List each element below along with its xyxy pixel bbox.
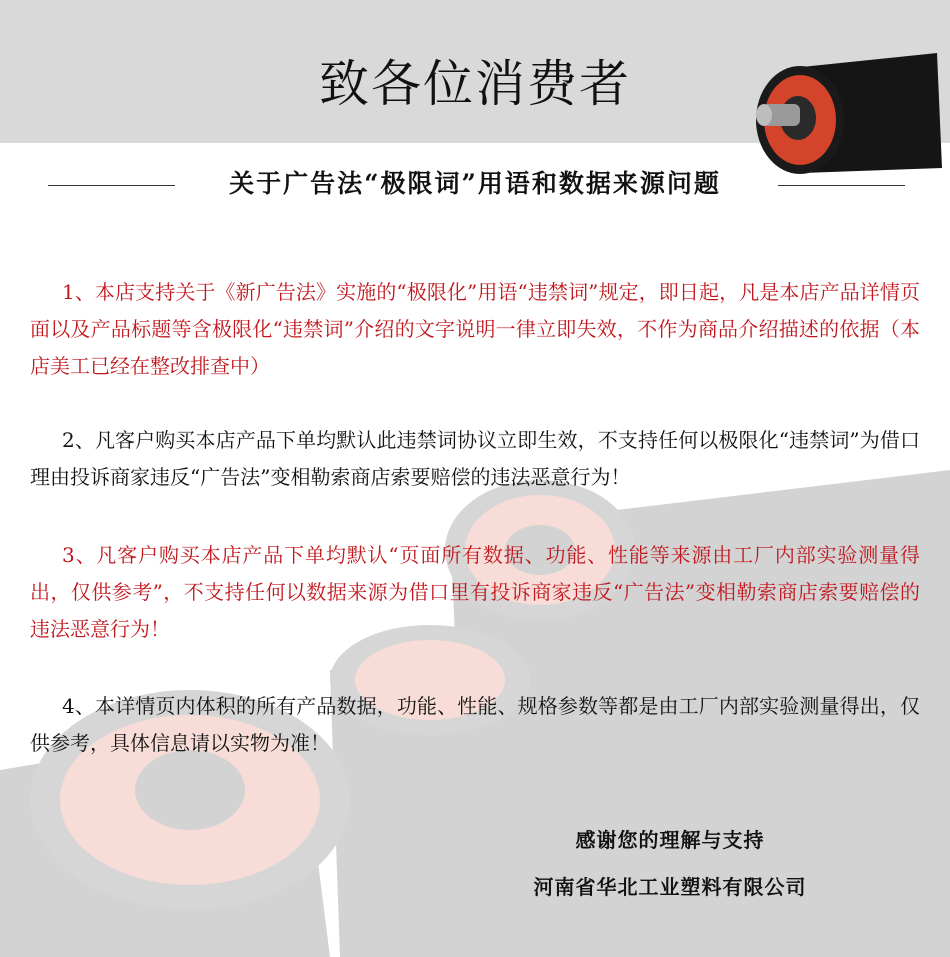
notice-paragraph-3: 3、凡客户购买本店产品下单均默认“页面所有数据、功能、性能等来源由工厂内部实验测量得出，仅供参考”，不支持任何以数据来源为借口里有投诉商家违反“广告法”变相勒索商店索要赔偿的违法恶意行为！ [30,543,920,641]
company-name: 河南省华北工业塑料有限公司 [533,875,807,899]
roller-product-image [752,48,942,183]
thanks-text: 感谢您的理解与支持 [575,828,765,852]
subtitle: 关于广告法“极限词”用语和数据来源问题 [229,169,721,198]
page-title: 致各位消费者 [319,55,631,113]
notice-paragraph-4: 4、本详情页内体积的所有产品数据，功能、性能、规格参数等都是由工厂内部实验测量得出，仅供参考，具体信息请以实物为准！ [30,694,920,755]
notice-paragraph-2: 2、凡客户购买本店产品下单均默认此违禁词协议立即生效，不支持任何以极限化“违禁词”为借口理由投诉商家违反“广告法”变相勒索商店索要赔偿的违法恶意行为！ [30,428,920,489]
notice-paragraph-1: 1、本店支持关于《新广告法》实施的“极限化”用语“违禁词”规定，即日起，凡是本店产品详情页面以及产品标题等含极限化“违禁词”介绍的文字说明一律立即失效，不作为商品介绍描述的依据（本店美工已经在整改排查中） [30,280,920,378]
